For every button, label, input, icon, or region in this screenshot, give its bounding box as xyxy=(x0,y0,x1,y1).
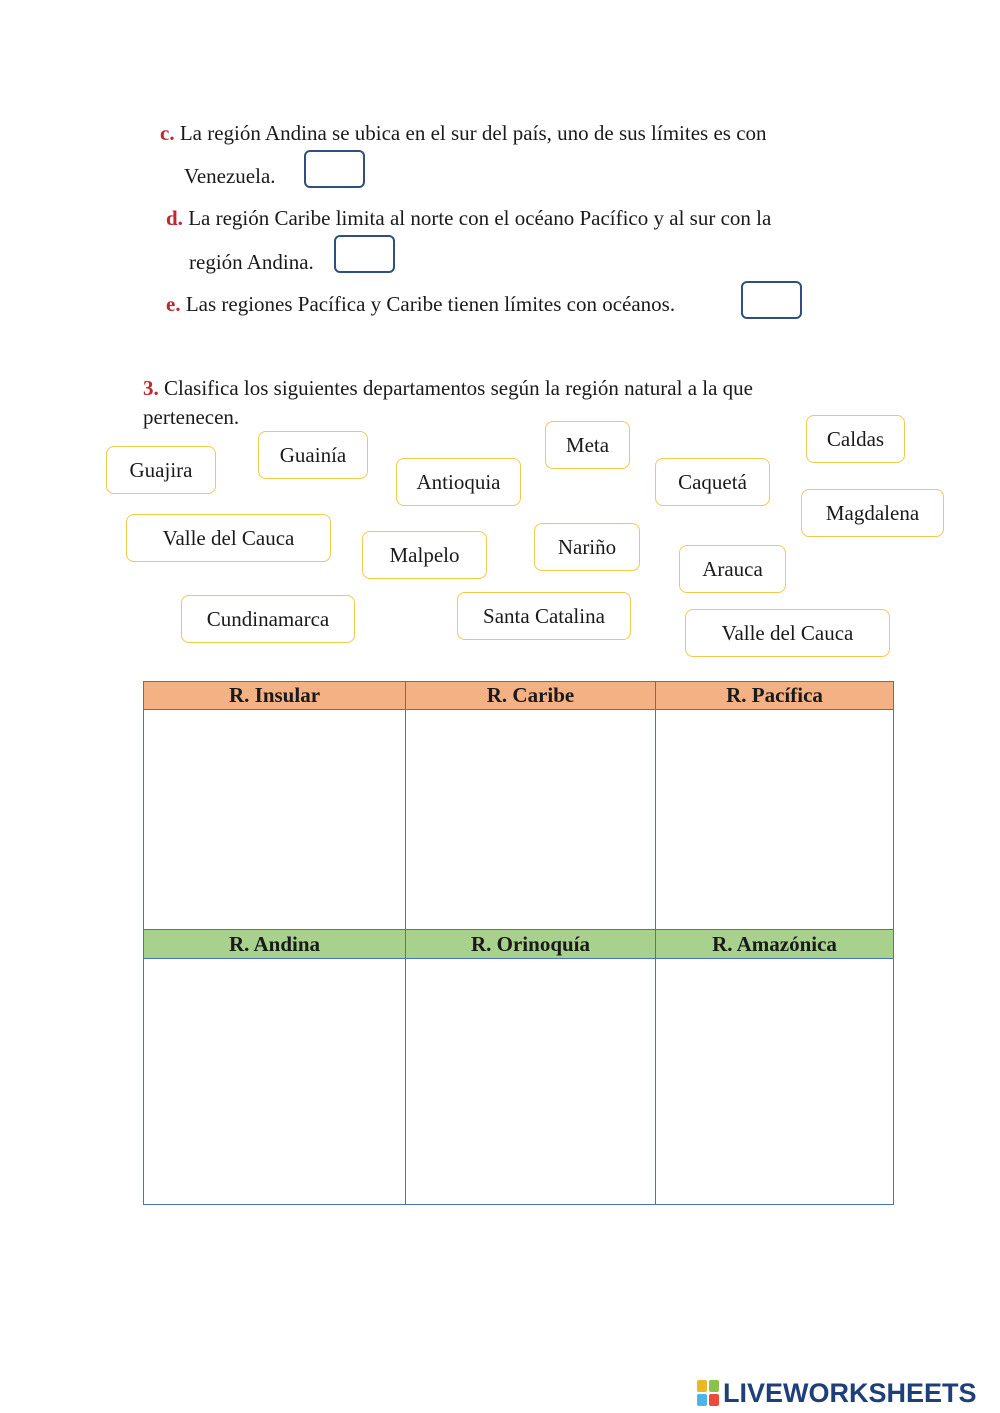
chip-santa-catalina[interactable]: Santa Catalina xyxy=(457,592,631,640)
dropzone-r-orinoquia[interactable] xyxy=(405,958,656,1205)
chip-caqueta[interactable]: Caquetá xyxy=(655,458,770,506)
liveworksheets-logo-icon xyxy=(697,1380,719,1406)
chip-antioquia[interactable]: Antioquia xyxy=(396,458,521,506)
question-text: Clasifica los siguientes departamentos según la región natural a la que xyxy=(164,376,753,400)
chip-guainia[interactable]: Guainía xyxy=(258,431,368,479)
chip-magdalena[interactable]: Magdalena xyxy=(801,489,944,537)
chip-arauca[interactable]: Arauca xyxy=(679,545,786,593)
statement-text: La región Caribe limita al norte con el océano Pacífico y al sur con la xyxy=(188,206,772,230)
statement-c-line2: Venezuela. xyxy=(184,164,276,188)
statement-text: La región Andina se ubica en el sur del país, uno de sus límites es con xyxy=(179,121,767,145)
statement-letter: e. xyxy=(166,292,181,316)
chip-valle-del-cauca[interactable]: Valle del Cauca xyxy=(126,514,331,562)
logo-text: LIVEWORKSHEETS xyxy=(723,1377,977,1408)
chip-narino[interactable]: Nariño xyxy=(534,523,640,571)
statement-e-line1 xyxy=(166,292,675,316)
liveworksheets-logo xyxy=(697,1378,977,1408)
statement-d-line2: región Andina. xyxy=(189,250,314,274)
header-r-pacifica: R. Pacífica xyxy=(655,681,894,710)
dropzone-r-pacifica[interactable] xyxy=(655,709,894,930)
header-r-amazonica: R. Amazónica xyxy=(655,929,894,959)
chip-valle-del-cauca-2[interactable]: Valle del Cauca xyxy=(685,609,890,657)
header-r-orinoquia: R. Orinoquía xyxy=(405,929,656,959)
dropzone-r-caribe[interactable] xyxy=(405,709,656,930)
statement-d-line1 xyxy=(166,206,771,230)
answer-box-d[interactable] xyxy=(334,235,395,273)
answer-box-c[interactable] xyxy=(304,150,365,188)
header-r-caribe: R. Caribe xyxy=(405,681,656,710)
question-3 xyxy=(143,374,903,432)
question-number: 3. xyxy=(143,376,159,400)
chip-cundinamarca[interactable]: Cundinamarca xyxy=(181,595,355,643)
dropzone-r-insular[interactable] xyxy=(143,709,406,930)
statement-letter: c. xyxy=(160,121,175,145)
header-r-insular: R. Insular xyxy=(143,681,406,710)
chip-caldas[interactable]: Caldas xyxy=(806,415,905,463)
question-3-line2: pertenecen. xyxy=(143,405,240,429)
header-r-andina: R. Andina xyxy=(143,929,406,959)
dropzone-r-andina[interactable] xyxy=(143,958,406,1205)
statement-letter: d. xyxy=(166,206,183,230)
chip-meta[interactable]: Meta xyxy=(545,421,630,469)
chip-malpelo[interactable]: Malpelo xyxy=(362,531,487,579)
dropzone-r-amazonica[interactable] xyxy=(655,958,894,1205)
chip-guajira[interactable]: Guajira xyxy=(106,446,216,494)
question-3-line1 xyxy=(143,374,903,403)
statement-text: Las regiones Pacífica y Caribe tienen límites con océanos. xyxy=(185,292,676,316)
statement-c-line1 xyxy=(160,121,767,145)
answer-box-e[interactable] xyxy=(741,281,802,319)
